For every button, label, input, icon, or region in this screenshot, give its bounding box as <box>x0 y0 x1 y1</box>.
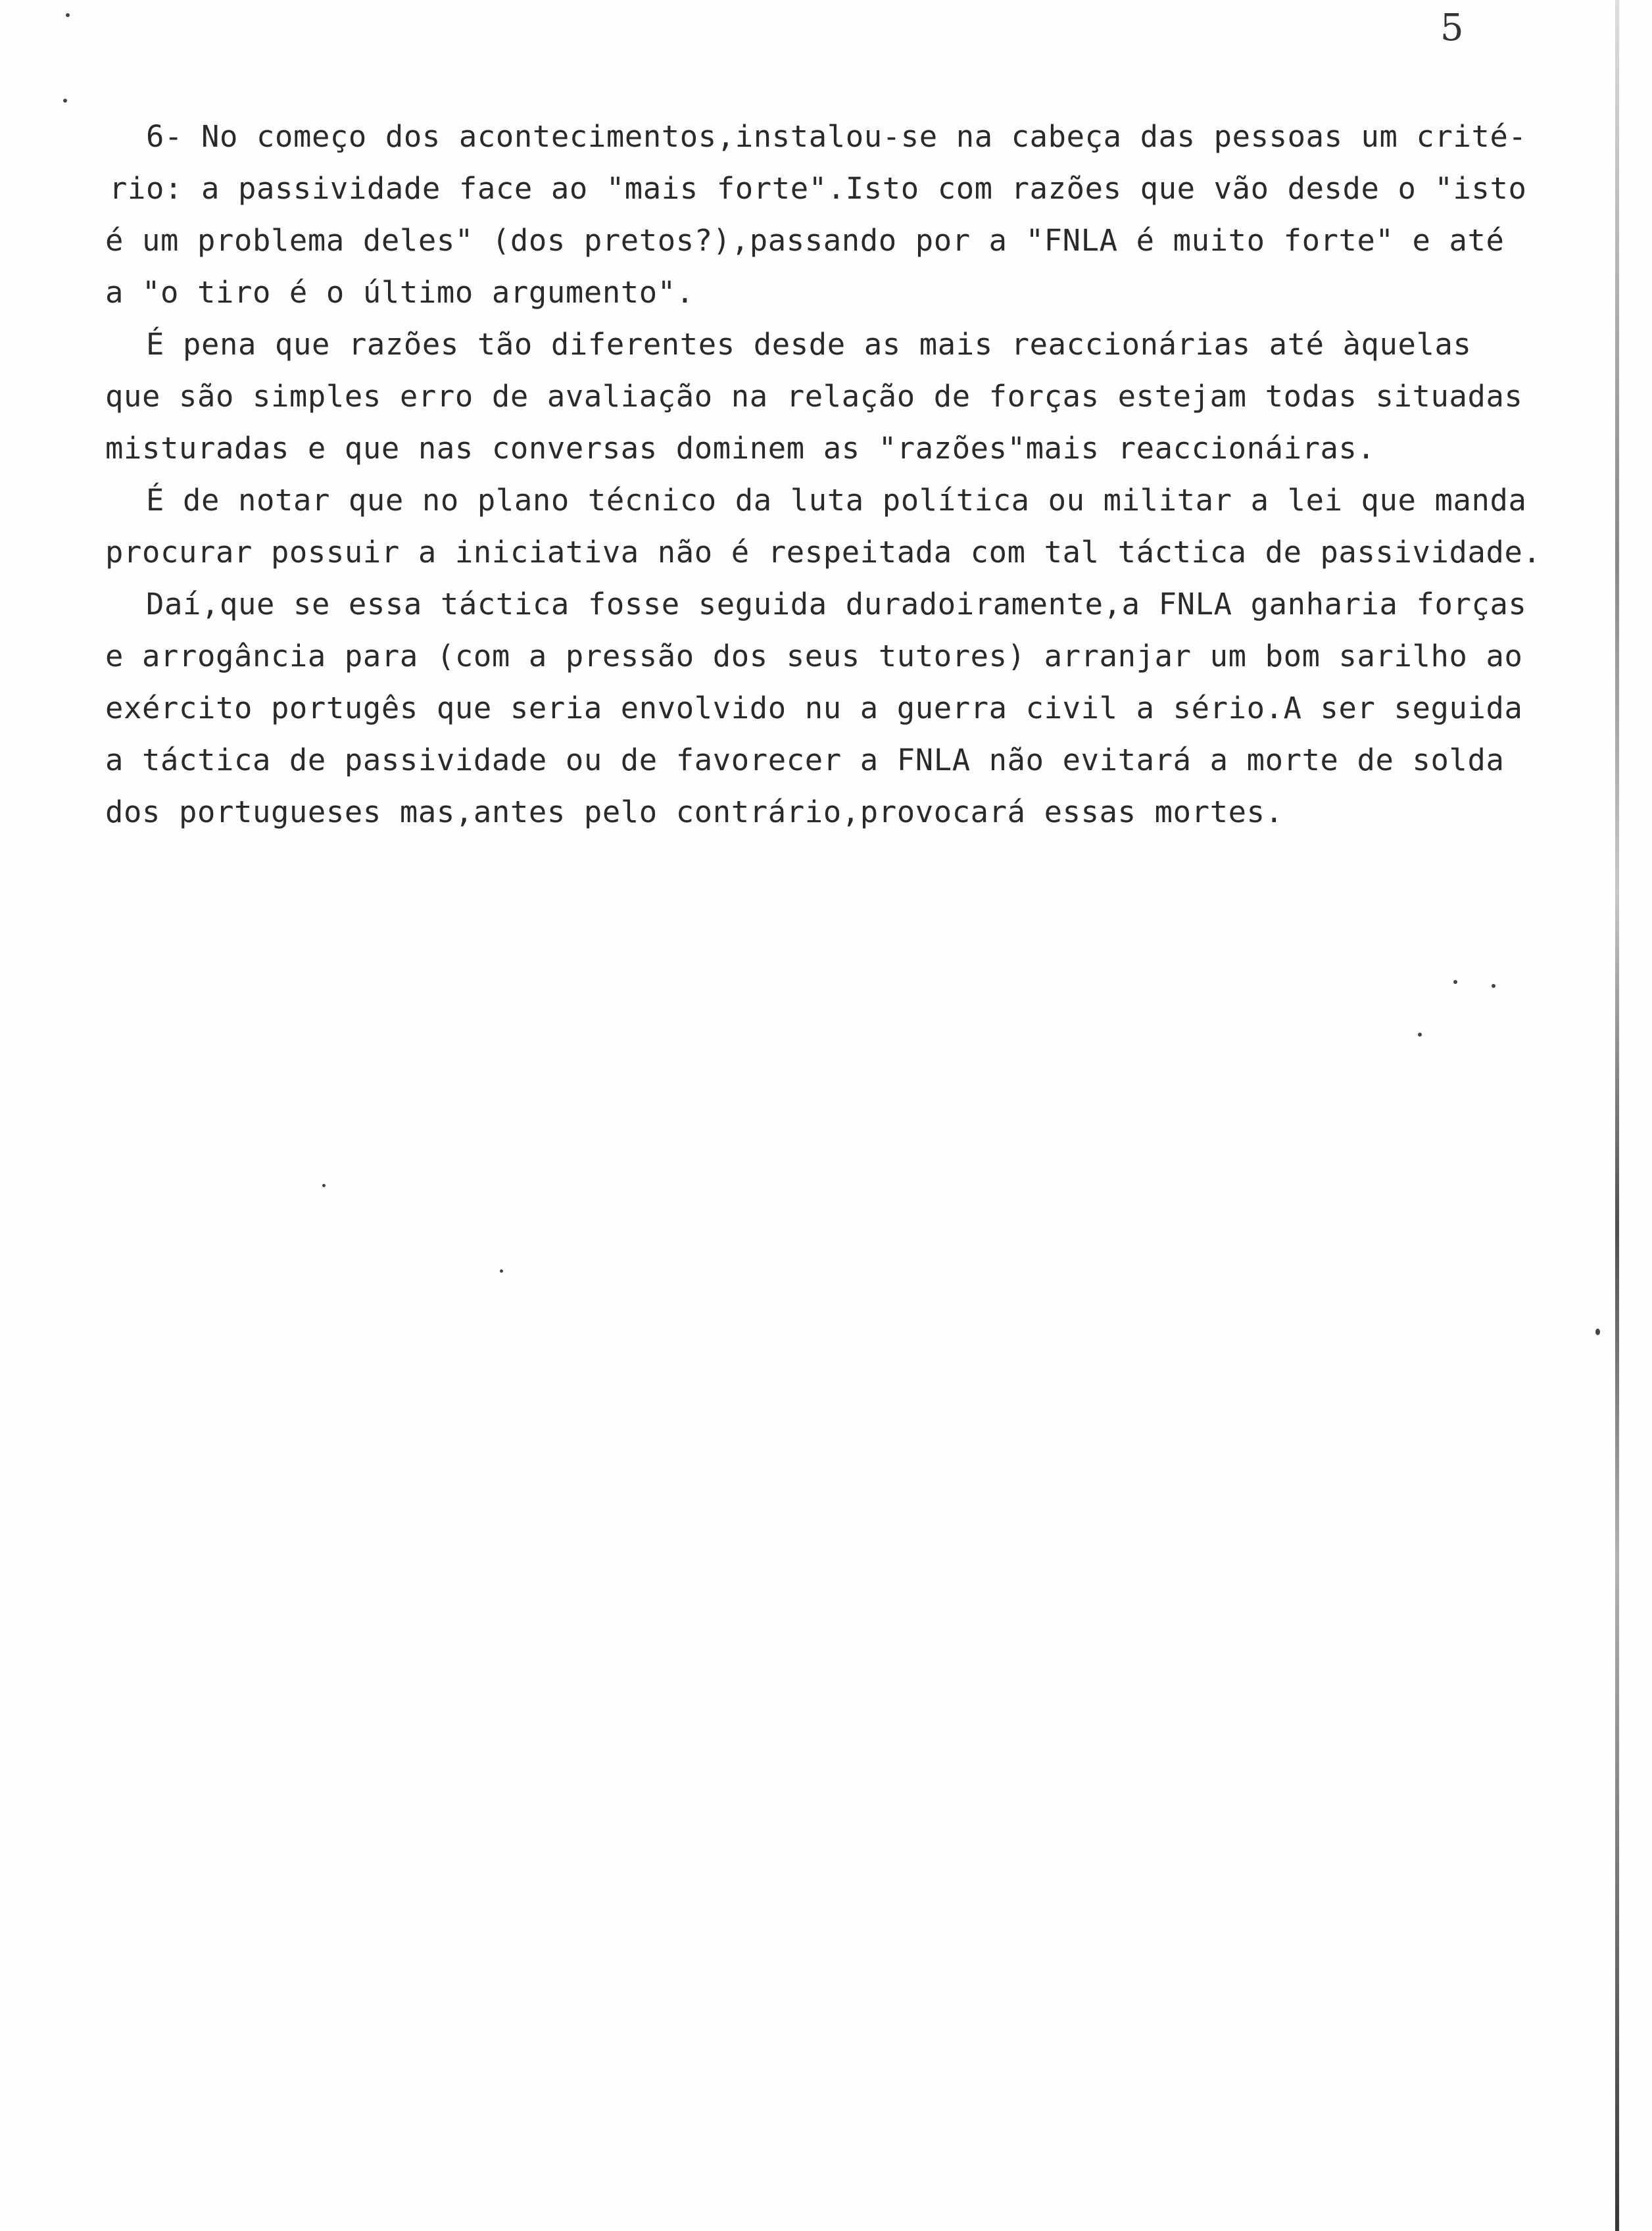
scan-speck <box>1492 984 1495 988</box>
text-line: é um problema deles" (dos pretos?),passando por a "FNLA é muito forte" e até <box>105 223 1505 258</box>
scan-speck <box>1595 1329 1600 1335</box>
text-line: procurar possuir a iniciativa não é respeitada com tal táctica de passividade. <box>105 535 1542 570</box>
scan-speck <box>322 1184 326 1187</box>
text-line: É de notar que no plano técnico da luta política ou militar a lei que manda <box>146 483 1527 518</box>
typed-text-body <box>105 110 1542 838</box>
scan-speck <box>1453 980 1457 984</box>
text-line: a táctica de passividade ou de favorecer a FNLA não evitará a morte de solda <box>105 743 1505 777</box>
text-line: Daí,que se essa táctica fosse seguida duradoiramente,a FNLA ganharia forças <box>146 587 1527 622</box>
text-line: e arrogância para (com a pressão dos seus tutores) arranjar um bom sarilho ao <box>105 639 1523 674</box>
text-line: misturadas e que nas conversas dominem as "razões"mais reaccionáiras. <box>105 431 1376 466</box>
text-line: que são simples erro de avaliação na relação de forças estejam todas situadas <box>105 379 1523 414</box>
text-line: exército portugês que seria envolvido nu a guerra civil a sério.A ser seguida <box>105 691 1523 725</box>
text-line: dos portugueses mas,antes pelo contrário,provocará essas mortes. <box>105 795 1284 829</box>
page-edge-shadow <box>1615 0 1619 2231</box>
text-line: É pena que razões tão diferentes desde as mais reaccionárias até àquelas <box>146 327 1472 362</box>
scan-speck <box>66 13 70 17</box>
text-line: 6- No começo dos acontecimentos,instalou-se na cabeça das pessoas um crité- <box>146 119 1527 154</box>
scan-speck <box>1418 1033 1422 1037</box>
scan-speck <box>500 1269 503 1273</box>
text-line: a "o tiro é o último argumento". <box>105 275 694 310</box>
text-line: rio: a passividade face ao "mais forte".Isto com razões que vão desde o "isto <box>109 171 1527 206</box>
scan-speck <box>63 99 67 103</box>
page-number: 5 <box>1440 7 1464 49</box>
